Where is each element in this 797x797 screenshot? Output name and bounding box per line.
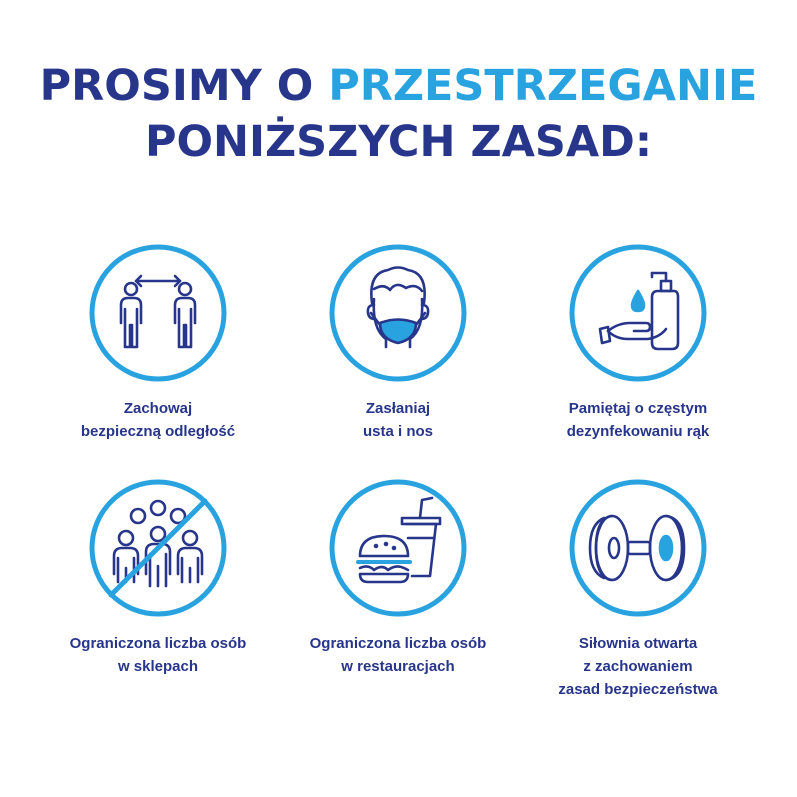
caption-line: w sklepach	[117, 658, 199, 675]
caption-line: Siłownia otwarta	[578, 635, 698, 652]
social-distance-icon	[88, 243, 228, 383]
rule-caption	[508, 632, 768, 701]
caption-line: usta i nos	[362, 423, 433, 440]
rule-card-distance	[28, 243, 288, 443]
rule-caption	[268, 397, 528, 443]
rule-card-shops	[28, 478, 288, 678]
caption-line: dezynfekowaniu rąk	[566, 423, 710, 440]
page-title	[0, 58, 797, 170]
rule-card-sanitizer	[508, 243, 768, 443]
face-mask-icon	[328, 243, 468, 383]
title-line-2: PONIŻSZYCH ZASAD:	[144, 117, 653, 167]
rule-caption	[268, 632, 528, 678]
caption-line: Ograniczona liczba osób	[309, 635, 487, 652]
caption-line: Zasłaniaj	[365, 400, 431, 417]
rule-card-mask	[268, 243, 528, 443]
title-part-1: PROSIMY O	[39, 61, 329, 111]
limited-people-icon	[88, 478, 228, 618]
fast-food-icon	[328, 478, 468, 618]
rule-caption	[28, 397, 288, 443]
rule-card-gym	[508, 478, 768, 701]
caption-line: Ograniczona liczba osób	[69, 635, 247, 652]
caption-line: Pamiętaj o częstym	[568, 400, 708, 417]
rule-card-restaurants	[268, 478, 528, 678]
rule-caption	[508, 397, 768, 443]
title-line-1	[0, 58, 797, 114]
caption-line: zasad bezpieczeństwa	[558, 681, 718, 698]
rule-caption	[28, 632, 288, 678]
caption-line: Zachowaj	[123, 400, 193, 417]
caption-line: z zachowaniem	[583, 658, 693, 675]
caption-line: w restauracjach	[341, 658, 455, 675]
hand-sanitizer-icon	[568, 243, 708, 383]
caption-line: bezpieczną odległość	[80, 423, 236, 440]
dumbbell-icon	[568, 478, 708, 618]
title-accent: PRZESTRZEGANIE	[328, 61, 758, 111]
